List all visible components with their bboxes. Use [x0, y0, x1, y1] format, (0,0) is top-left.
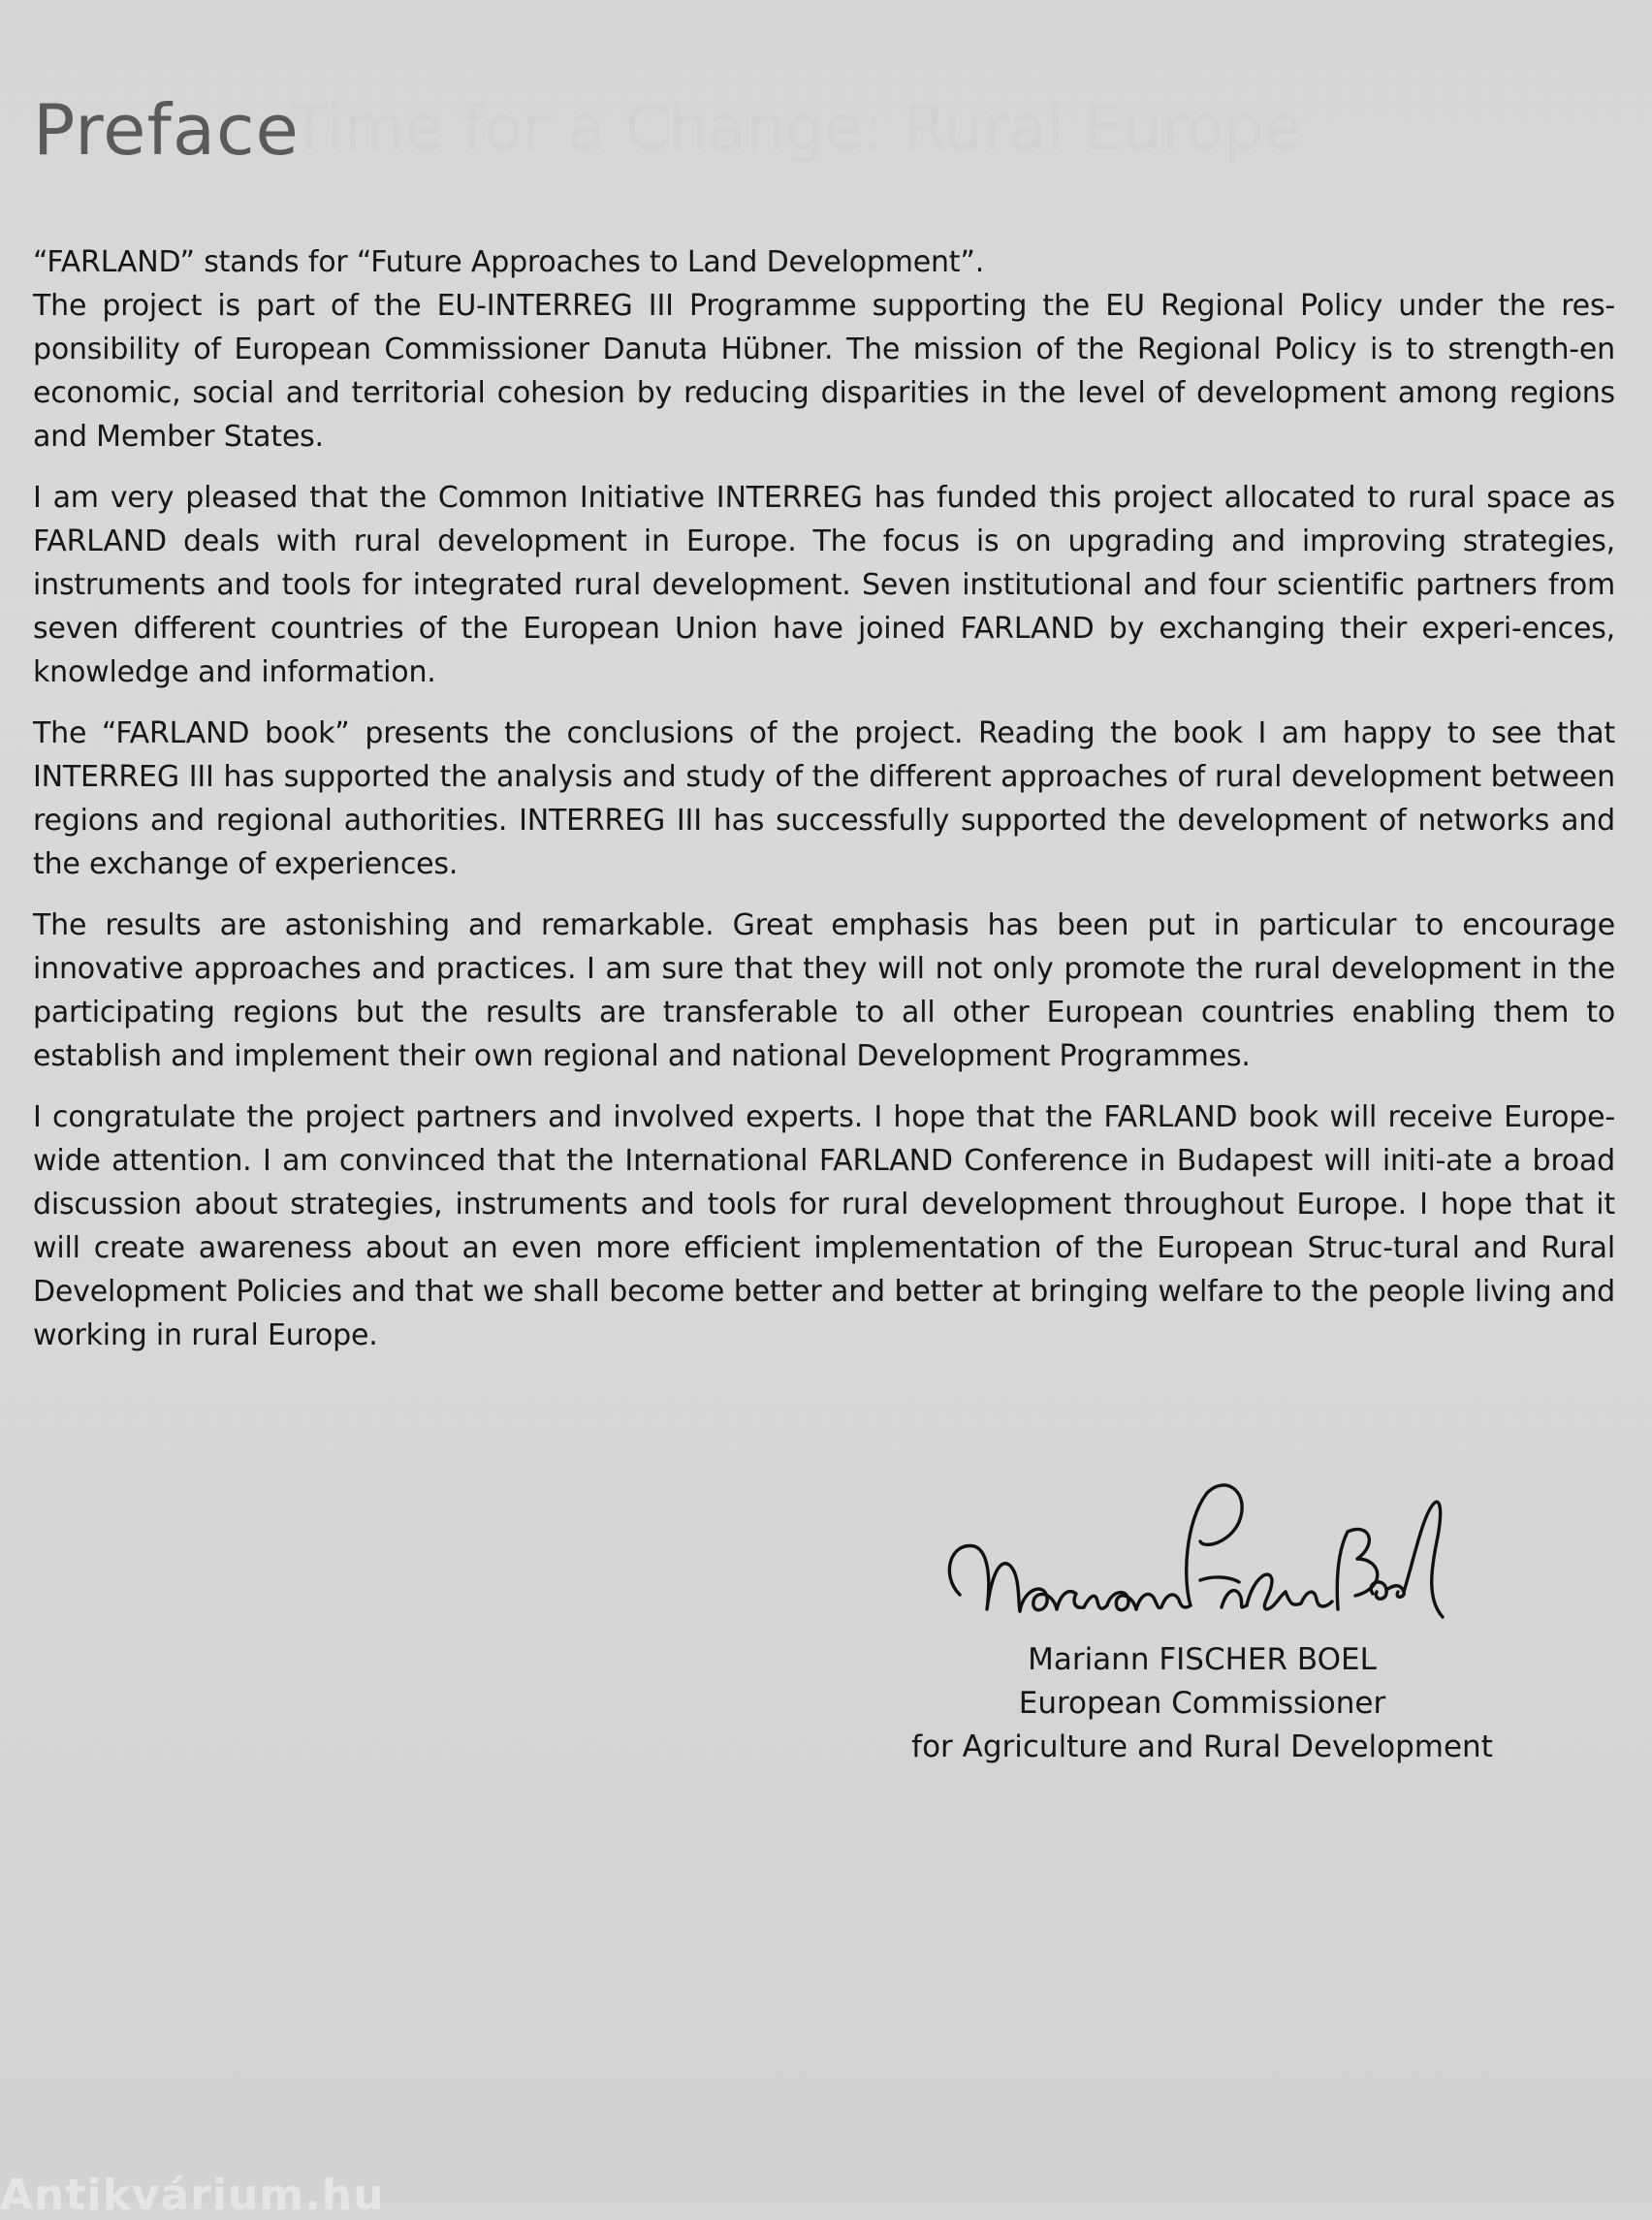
faded-heading: Time for a Change: Rural Europe	[291, 93, 1302, 165]
preface-body	[33, 240, 1615, 1375]
paragraph-1: The project is part of the EU-INTERREG III Programme supporting the EU Regional Policy under the res-ponsibility of European Commissioner Danuta Hübner. The mission of the Regional Policy is to strength-en economic, social and territorial cohesion by reducing disparities in the level of development among regions and Member States.	[33, 289, 1615, 454]
paragraph-3: The “FARLAND book” presents the conclusions of the project. Reading the book I am happy to see that INTERREG III has supported the analysis and study of the different approaches of rural development between regions and regional authorities. INTERREG III has successfully supported the development of networks and the exchange of experiences.	[33, 716, 1615, 881]
signature-block	[873, 1474, 1532, 1769]
signatory-name: Mariann FISCHER BOEL	[1028, 1642, 1377, 1677]
page-title: Preface	[33, 89, 300, 171]
intro-line: “FARLAND” stands for “Future Approaches to Land Development”.	[33, 245, 985, 279]
paragraph-5: I congratulate the project partners and involved experts. I hope that the FARLAND book will receive Europe-wide attention. I am convinced that the International FARLAND Conference in Budapest will initi-ate a broad discussion about strategies, instruments and tools for rural development throughout Europe. I hope that it will create awareness about an even more efficient implementation of the European Struc-tural and Rural Development Policies and that we shall become better and better at bringing welfare to the people living and working in rural Europe.	[33, 1100, 1615, 1352]
paragraph-4: The results are astonishing and remarkable. Great emphasis has been put in particular to encourage innovative approaches and practices. I am sure that they will not only promote the rural development in the participating regions but the results are transferable to all other European countries enabling them to establish and implement their own regional and national Development Programmes.	[33, 908, 1615, 1073]
paragraph-2: I am very pleased that the Common Initiative INTERREG has funded this project allocated to rural space as FARLAND deals with rural development in Europe. The focus is on upgrading and improving strategies, instruments and tools for integrated rural development. Seven institutional and four scientific partners from seven different countries of the European Union have joined FARLAND by exchanging their experi-ences, knowledge and information.	[33, 481, 1615, 689]
signatory-role: European Commissioner	[1018, 1686, 1386, 1721]
handwritten-signature	[931, 1474, 1474, 1638]
signatory-portfolio: for Agriculture and Rural Development	[911, 1729, 1493, 1764]
watermark: Antikvárium.hu	[0, 2171, 385, 2220]
